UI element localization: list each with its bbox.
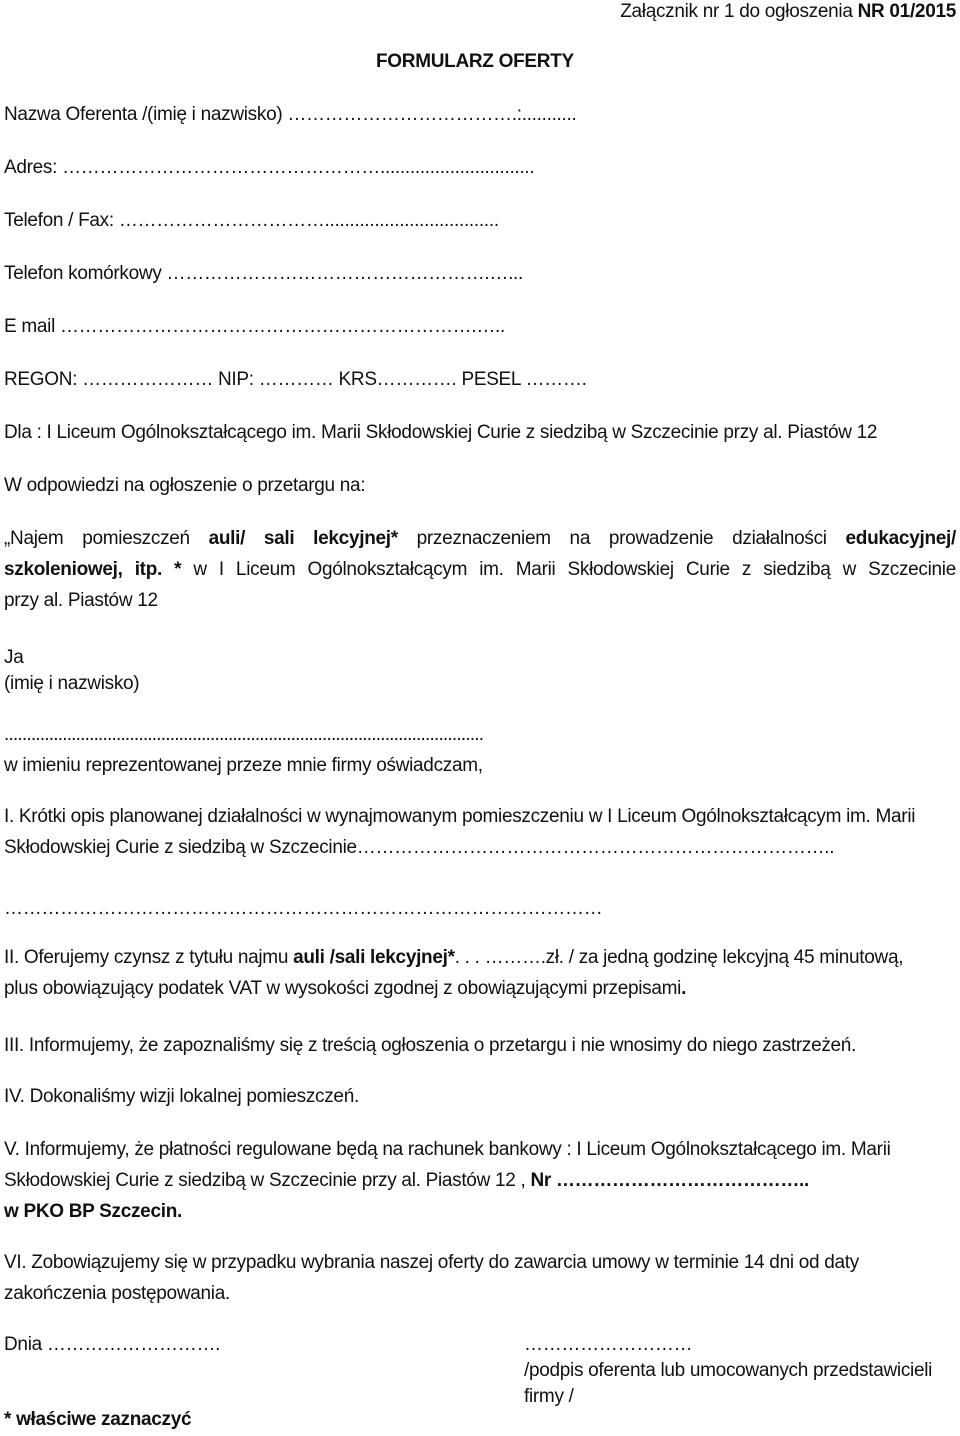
section-1-line-1: I. Krótki opis planowanej działalności w wynajmowanym pomieszczeniu w I Liceum Ogólnokształcącym im. Marii [4,806,916,827]
section-6-line-1: VI. Zobowiązujemy się w przypadku wybrania naszej oferty do zawarcia umowy w terminie 14 dni od daty [4,1252,859,1273]
section-1-line-3[interactable]: …………………………………………………………………………………… [4,898,603,919]
field-ids[interactable]: REGON: ………………… NIP: ………… KRS…………. PESEL ………. [4,369,587,390]
subject-line-2: szkoleniowej, itp. * w I Liceum Ogólnokształcącym im. Marii Skłodowskiej Curie z siedzibą w Szczecinie [4,559,956,580]
section-2-line-2: plus obowiązujący podatek VAT w wysokości zgodnej z obowiązującymi przepisami. [4,978,687,999]
signature-caption-1: /podpis oferenta lub umocowanych przedstawicieli [524,1360,933,1381]
field-email[interactable]: E mail ………………………………………………………….….. [4,316,506,337]
field-mobile[interactable]: Telefon komórkowy …………………………………………….…... [4,263,524,284]
section-5-line-3: w PKO BP Szczecin. [4,1201,182,1222]
section-4: IV. Dokonaliśmy wizji lokalnej pomieszczeń. [4,1086,359,1107]
date-field[interactable]: Dnia ………………………. [4,1334,221,1355]
signature-dots[interactable]: ……………………… [524,1334,693,1355]
ja-sub-label: (imię i nazwisko) [4,673,140,694]
section-5-line-1: V. Informujemy, że płatności regulowane będą na rachunek bankowy : I Liceum Ogólnokształcącego im. Marii [4,1139,891,1160]
form-title: FORMULARZ OFERTY [376,51,574,72]
section-2-line-1: II. Oferujemy czynsz z tytułu najmu auli /sali lekcyjnej*. . . ……….zł. / za jedną godzinę lekcyjną 45 minutową, [4,947,904,968]
annex-label: Załącznik nr 1 do ogłoszenia NR 01/2015 [620,1,956,22]
section-1-line-2[interactable]: Skłodowskiej Curie z siedzibą w Szczecinie………………………………………………………………….. [4,837,835,858]
section-5-line-2: Skłodowskiej Curie z siedzibą w Szczecinie przy al. Piastów 12 , Nr ………………………………….. [4,1170,810,1191]
section-3: III. Informujemy, że zapoznaliśmy się z treścią ogłoszenia o przetargu i nie wnosimy do niego zastrzeżeń. [4,1035,857,1056]
signature-caption-2: firmy / [524,1386,574,1407]
field-name[interactable]: Nazwa Oferenta /(imię i nazwisko) ……………………………….:........... [4,104,577,125]
subject-line-1: „Najem pomieszczeń auli/ sali lekcyjnej* przeznaczeniem na prowadzenie działalności edukacyjnej/ [4,528,956,549]
footnote: * właściwe zaznaczyć [4,1409,192,1430]
section-6-line-2: zakończenia postępowania. [4,1283,230,1304]
addressee: Dla : I Liceum Ogólnokształcącego im. Marii Skłodowskiej Curie z siedzibą w Szczecinie przy al. Piastów 12 [4,422,878,443]
ja-label: Ja [4,647,24,668]
response-line: W odpowiedzi na ogłoszenie o przetargu na: [4,475,366,496]
ja-name-field[interactable]: ........................................................................................................... [4,724,484,745]
subject-line-3: przy al. Piastów 12 [4,590,158,611]
field-phone-fax[interactable]: Telefon / Fax: ……………………………................................... [4,210,499,231]
field-address[interactable]: Adres: ……………………………………………............................... [4,157,535,178]
represent-line: w imieniu reprezentowanej przeze mnie firmy oświadczam, [4,755,483,776]
